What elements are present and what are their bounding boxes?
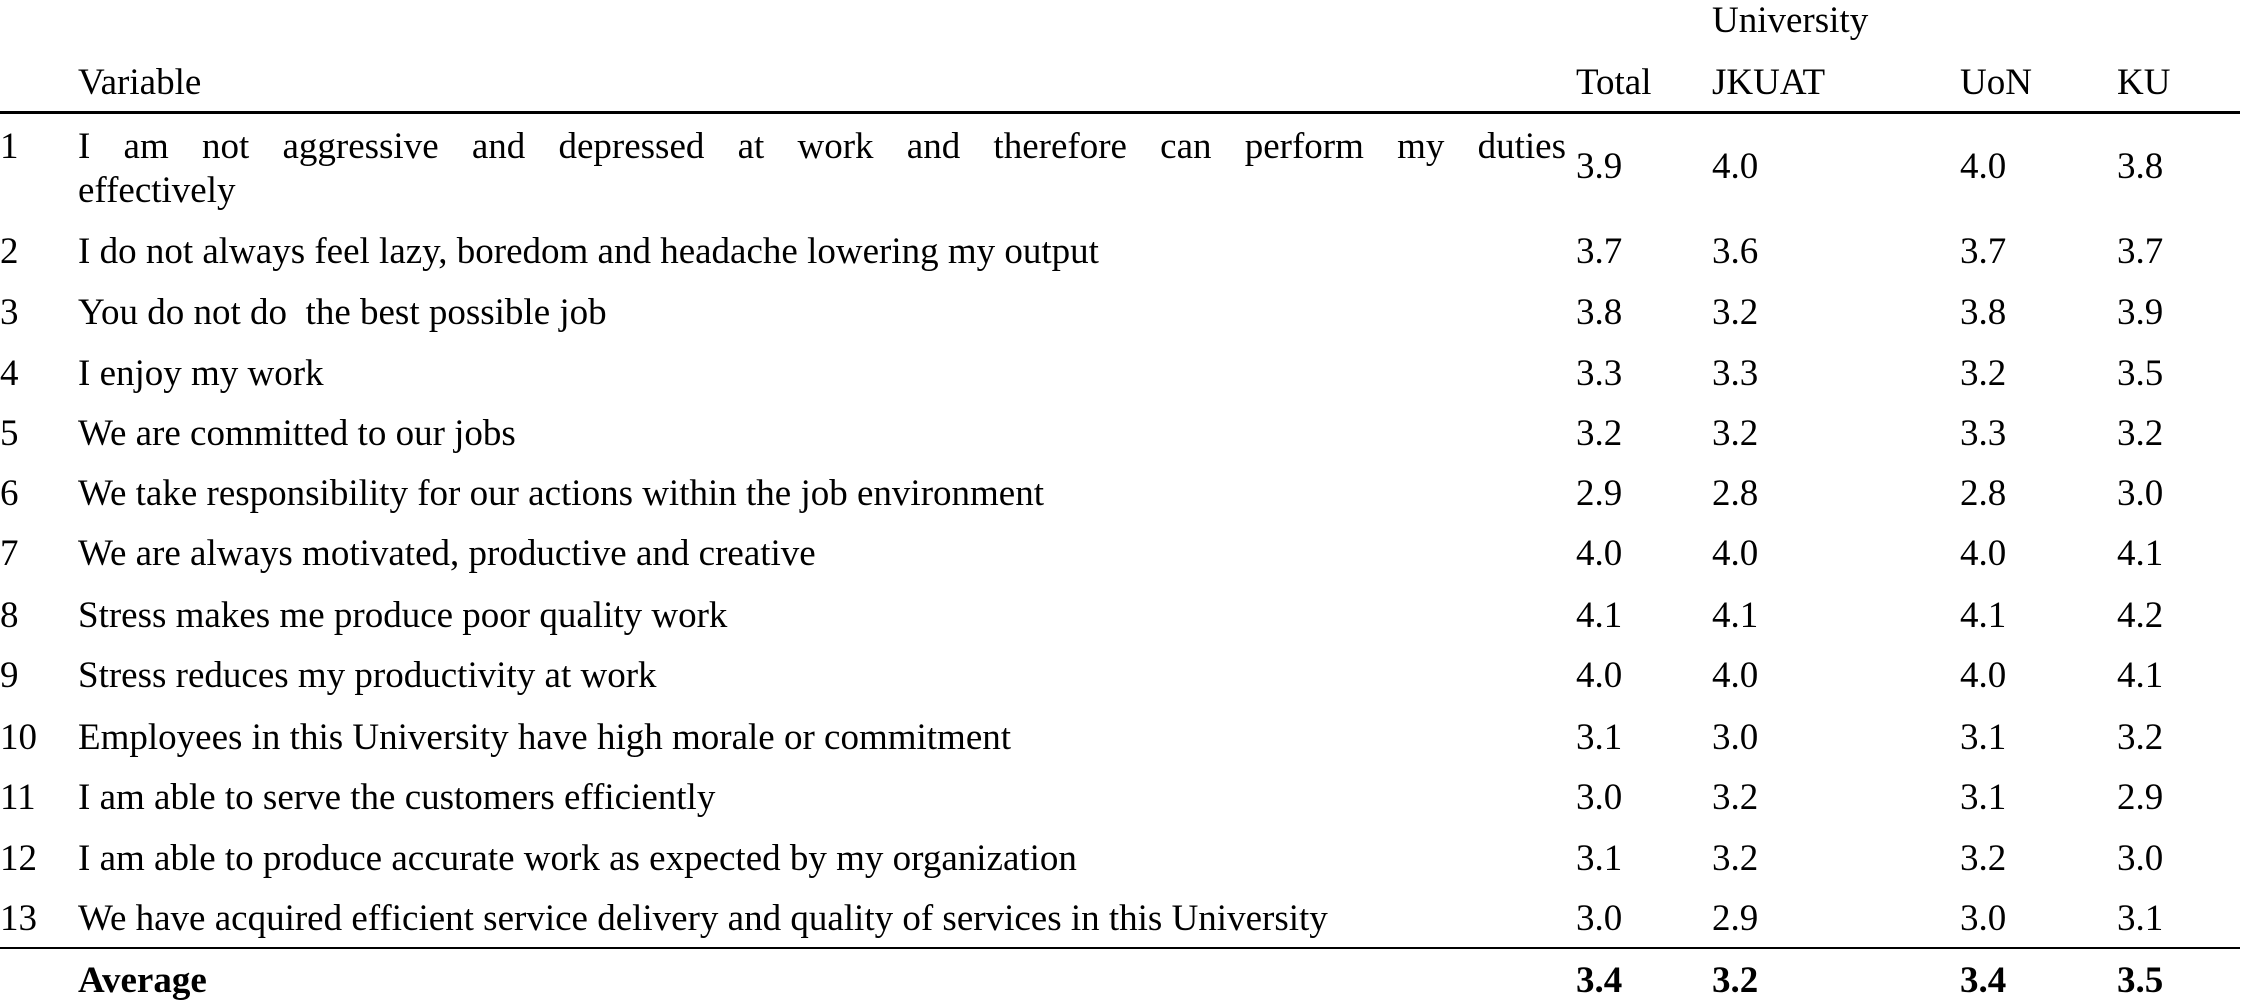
cell-total: 4.1 [1576,595,1623,636]
cell-ku: 4.1 [2117,655,2164,696]
cell-jkuat: 4.0 [1712,655,1759,696]
header-rule [0,111,2240,114]
cell-ku: 3.0 [2117,473,2164,514]
row-number: 10 [0,717,37,758]
cell-jkuat: 2.8 [1712,473,1759,514]
row-variable: We have acquired efficient service delivery and quality of services in this University [78,898,1328,939]
row-variable: Employees in this University have high morale or commitment [78,717,1012,758]
cell-jkuat: 3.6 [1712,231,1759,272]
row-number: 9 [0,655,19,696]
cell-uon: 3.7 [1960,231,2007,272]
cell-total: 3.9 [1576,146,1623,187]
row-number: 4 [0,353,19,394]
cell-ku: 3.2 [2117,717,2164,758]
header-total: Total [1576,62,1652,103]
cell-uon: 4.0 [1960,655,2007,696]
cell-jkuat: 3.2 [1712,413,1759,454]
header-university-group: University [1712,0,1869,41]
cell-total: 3.3 [1576,353,1623,394]
row-variable: We take responsibility for our actions within the job environment [78,473,1045,514]
row-variable: I enjoy my work [78,353,324,394]
row-number: 3 [0,292,19,333]
cell-ku: 2.9 [2117,777,2164,818]
row-variable: Stress makes me produce poor quality work [78,595,728,636]
cell-uon: 3.2 [1960,838,2007,879]
cell-jkuat: 3.3 [1712,353,1759,394]
cell-uon: 4.0 [1960,146,2007,187]
average-jkuat: 3.2 [1712,960,1759,1001]
cell-uon: 2.8 [1960,473,2007,514]
cell-ku: 4.2 [2117,595,2164,636]
row-number: 11 [0,777,36,818]
cell-ku: 3.5 [2117,353,2164,394]
average-uon: 3.4 [1960,960,2007,1001]
cell-uon: 4.1 [1960,595,2007,636]
cell-total: 3.0 [1576,898,1623,939]
average-label: Average [78,960,207,1001]
cell-total: 4.0 [1576,655,1623,696]
cell-total: 3.7 [1576,231,1623,272]
row-variable: We are always motivated, productive and creative [78,533,816,574]
cell-jkuat: 3.2 [1712,777,1759,818]
row-number: 12 [0,838,37,879]
cell-total: 3.0 [1576,777,1623,818]
header-jkuat: JKUAT [1712,62,1826,103]
cell-uon: 3.8 [1960,292,2007,333]
cell-uon: 4.0 [1960,533,2007,574]
cell-jkuat: 4.0 [1712,533,1759,574]
cell-ku: 3.8 [2117,146,2164,187]
row-number: 5 [0,413,19,454]
header-ku: KU [2117,62,2171,103]
cell-ku: 4.1 [2117,533,2164,574]
row-variable: Stress reduces my productivity at work [78,655,657,696]
cell-uon: 3.0 [1960,898,2007,939]
row-number: 8 [0,595,19,636]
row-variable: I do not always feel lazy, boredom and headache lowering my output [78,231,1099,272]
cell-jkuat: 4.1 [1712,595,1759,636]
cell-jkuat: 4.0 [1712,146,1759,187]
cell-ku: 3.1 [2117,898,2164,939]
row-variable-line2: effectively [78,170,236,211]
header-uon: UoN [1960,62,2032,103]
cell-total: 3.2 [1576,413,1623,454]
cell-jkuat: 3.2 [1712,292,1759,333]
cell-total: 3.1 [1576,717,1623,758]
row-number: 13 [0,898,37,939]
row-number: 7 [0,533,19,574]
header-variable: Variable [78,62,202,103]
row-variable: You do not do the best possible job [78,292,607,333]
row-number: 2 [0,231,19,272]
cell-jkuat: 3.2 [1712,838,1759,879]
row-variable: I am able to produce accurate work as expected by my organization [78,838,1077,879]
row-number: 1 [0,126,19,167]
row-variable-line1: I am not aggressive and depressed at work and therefore can perform my duties [78,126,1566,167]
row-number: 6 [0,473,19,514]
average-total: 3.4 [1576,960,1623,1001]
cell-ku: 3.0 [2117,838,2164,879]
cell-total: 4.0 [1576,533,1623,574]
cell-uon: 3.1 [1960,777,2007,818]
cell-ku: 3.2 [2117,413,2164,454]
cell-ku: 3.7 [2117,231,2164,272]
cell-total: 3.1 [1576,838,1623,879]
cell-uon: 3.3 [1960,413,2007,454]
cell-uon: 3.2 [1960,353,2007,394]
cell-jkuat: 3.0 [1712,717,1759,758]
cell-jkuat: 2.9 [1712,898,1759,939]
row-variable: I am able to serve the customers efficiently [78,777,716,818]
cell-ku: 3.9 [2117,292,2164,333]
cell-total: 3.8 [1576,292,1623,333]
cell-total: 2.9 [1576,473,1623,514]
cell-uon: 3.1 [1960,717,2007,758]
average-ku: 3.5 [2117,960,2164,1001]
average-rule [0,947,2240,949]
row-variable: We are committed to our jobs [78,413,516,454]
